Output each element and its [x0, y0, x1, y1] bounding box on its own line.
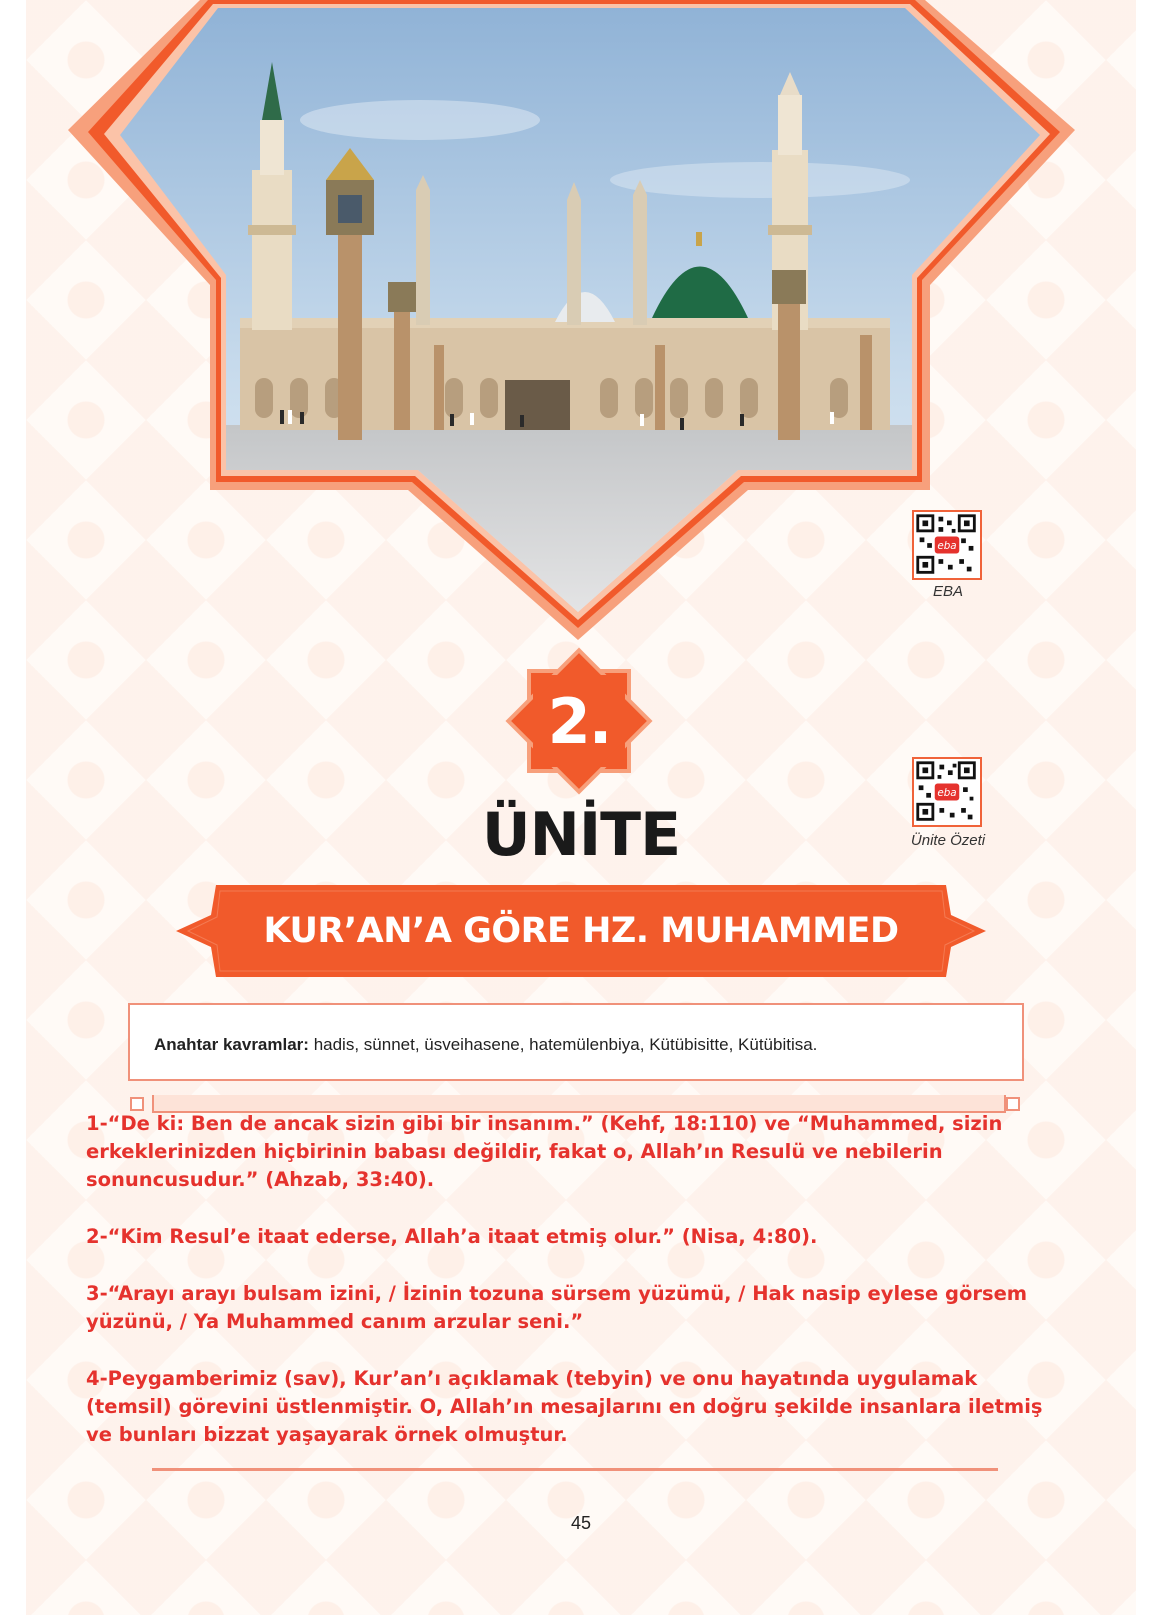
- qr-code-icon: [914, 512, 980, 578]
- keywords-text: hadis, sünnet, üsveihasene, hatemülenbiya, Kütübisitte, Kütübitisa.: [308, 1035, 818, 1054]
- point-3: 3-“Arayı arayı bulsam izini, / İzinin tozuna sürsem yüzümü, / Hak nasip eylese görsem yüzünü, / Ya Muhammed canım arzular seni.”: [86, 1282, 1028, 1333]
- svg-text:eba: eba: [937, 786, 957, 799]
- unit-title: KUR’AN’A GÖRE HZ. MUHAMMED: [263, 911, 899, 951]
- point-2: 2-“Kim Resul’e itaat ederse, Allah’a itaat etmiş olur.” (Nisa, 4:80).: [86, 1225, 818, 1248]
- unit-number: 2.: [547, 684, 611, 758]
- content-points: [86, 1110, 1046, 1478]
- qr-label-eba: EBA: [932, 583, 963, 600]
- keywords-label: Anahtar kavramlar:: [154, 1035, 309, 1054]
- unit-heading: ÜNİTE: [481, 800, 681, 870]
- point-1: 1-“De ki: Ben de ancak sizin gibi bir insanım.” (Kehf, 18:110) ve “Muhammed, sizin erkeklerinizden hiçbirinin babası değildir, fakat o, Allah’ın Resulü ve nebilerin sonuncusudur.” (Ahzab, 33:40).: [86, 1112, 1003, 1191]
- point-4: 4-Peygamberimiz (sav), Kur’an’ı açıklamak (tebyin) ve onu hayatında uygulamak (temsil) görevini üstlenmiştir. O, Allah’ın mesajlarını en doğru şekilde insanlara iletmiş ve bunları bizzat yaşayarak örnek olmuştur.: [86, 1367, 1043, 1446]
- keywords-box: [128, 1003, 1024, 1081]
- qr-code-unit-summary[interactable]: [912, 757, 982, 827]
- strip-dot-left: [130, 1097, 144, 1111]
- qr-label-unit-summary: Ünite Özeti: [910, 832, 986, 849]
- svg-text:eba: eba: [937, 539, 957, 552]
- bottom-divider: [152, 1468, 998, 1471]
- page-number: 45: [570, 1513, 592, 1533]
- qr-code-icon: [914, 759, 980, 825]
- strip-dot-right: [1006, 1097, 1020, 1111]
- qr-code-eba[interactable]: [912, 510, 982, 580]
- mosque-photo: [0, 0, 1162, 640]
